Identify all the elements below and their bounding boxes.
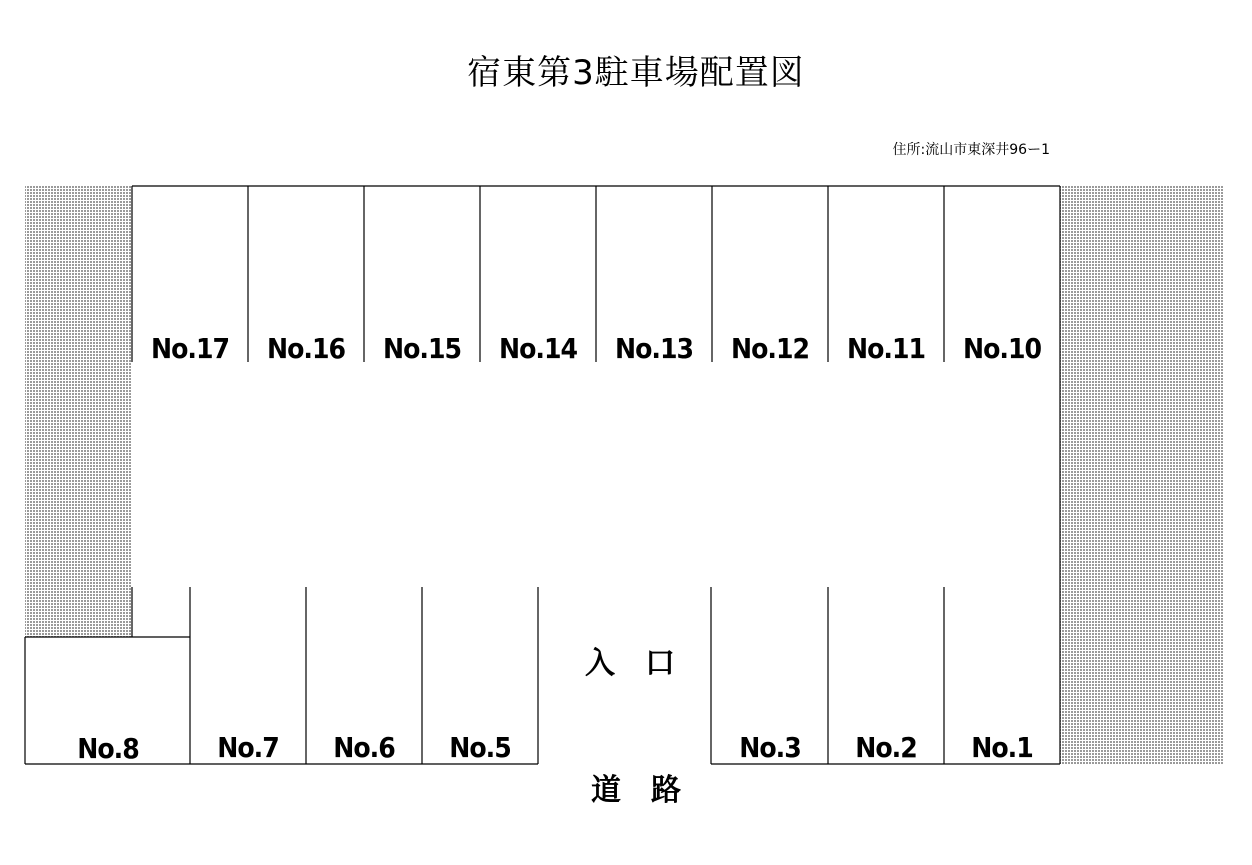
spot-label: No.1 (971, 731, 1033, 764)
spot-label: No.8 (77, 732, 139, 765)
entrance-label: 入 口 (585, 646, 675, 681)
spot-label: No.11 (846, 332, 926, 365)
spot-label: No.16 (266, 332, 346, 365)
left-hatched-area (25, 186, 132, 637)
top-row-dividers (248, 186, 944, 362)
spot-label: No.2 (855, 731, 917, 764)
spot-label: No.13 (614, 332, 694, 365)
address-text: 住所:流山市東深井96ー1 (892, 142, 1050, 158)
spot-label: No.7 (217, 731, 279, 764)
spot-label: No.17 (150, 332, 230, 365)
right-hatched-area (1060, 186, 1224, 764)
spot-label: No.3 (739, 731, 801, 764)
spot-label: No.12 (730, 332, 810, 365)
lot-boundary (25, 186, 1060, 764)
spot-label: No.10 (962, 332, 1042, 365)
spot-label: No.5 (449, 731, 511, 764)
spot-label: No.6 (333, 731, 395, 764)
page-title: 宿東第3駐車場配置図 (467, 53, 805, 93)
spot-label: No.14 (498, 332, 578, 365)
road-label: 道 路 (591, 773, 681, 808)
bottom-row-dividers (190, 587, 944, 764)
spot-label: No.15 (382, 332, 462, 365)
bottom-row-labels (77, 731, 1033, 765)
